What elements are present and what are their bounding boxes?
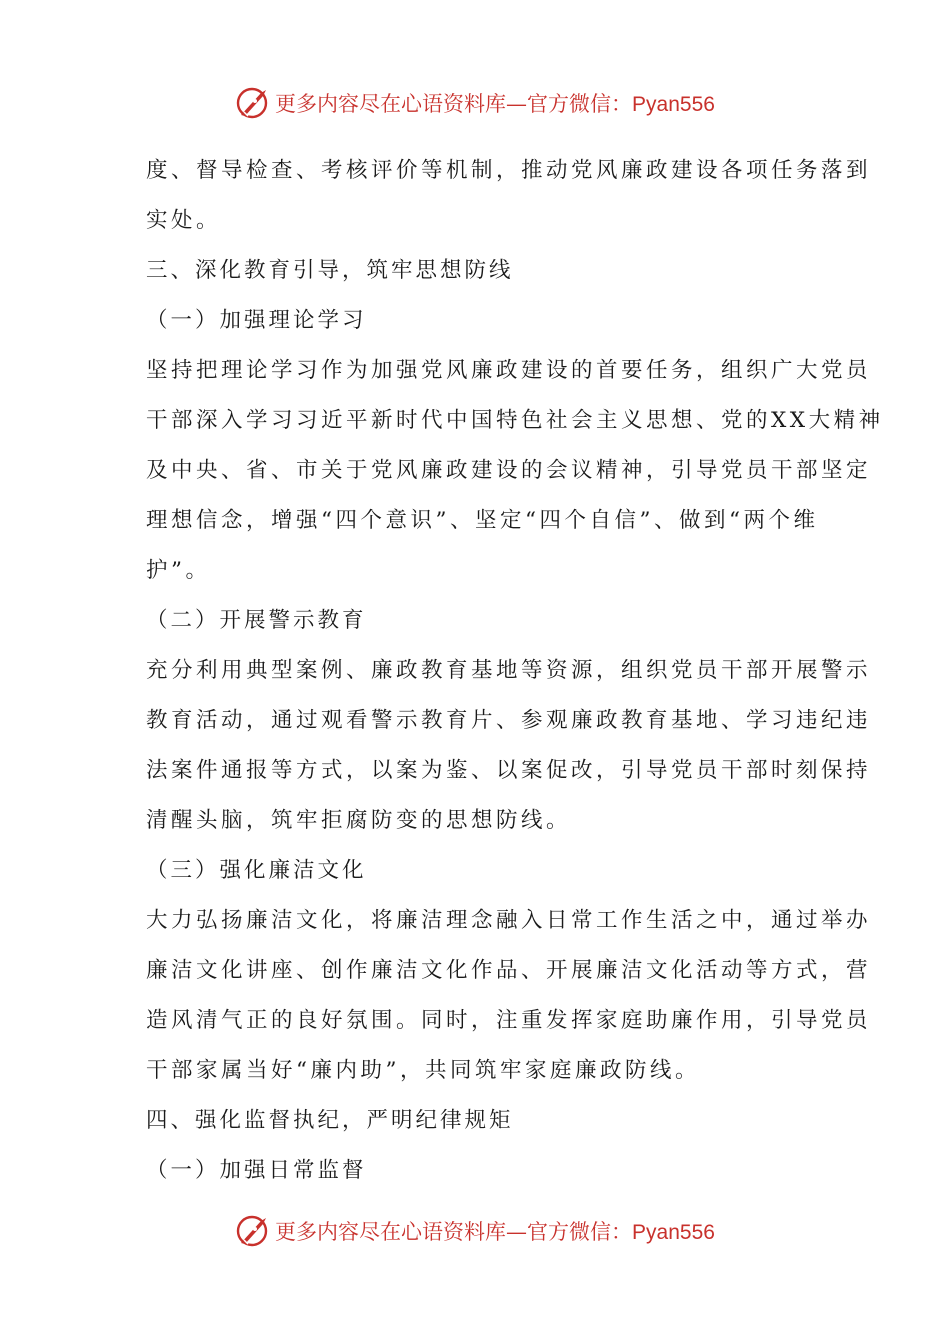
paragraph-line: 护”。 <box>146 558 211 583</box>
watermark-text: 更多内容尽在心语资料库—官方微信：Pyan556 <box>275 1220 715 1244</box>
paragraph-line: 清醒头脑，筑牢拒腐防变的思想防线。 <box>146 808 572 833</box>
paragraph-line: 廉洁文化讲座、创作廉洁文化作品、开展廉洁文化活动等方式，营 <box>146 958 872 983</box>
wechat-id: Pyan556 <box>632 93 715 116</box>
paragraph-line: 实处。 <box>146 208 222 233</box>
paragraph-line: 坚持把理论学习作为加强党风廉政建设的首要任务，组织广大党员 <box>146 358 872 383</box>
section-heading: 三、深化教育引导，筑牢思想防线 <box>146 258 514 283</box>
paragraph-line: 理想信念，增强“四个意识”、坚定“四个自信”、做到“两个维 <box>146 508 819 533</box>
paragraph-line: 干部家属当好“廉内助”，共同筑牢家庭廉政防线。 <box>146 1058 700 1083</box>
subsection-heading: （一）加强日常监督 <box>146 1158 367 1183</box>
paragraph-line: 及中央、省、市关于党风廉政建设的会议精神，引导党员干部坚定 <box>146 458 872 483</box>
section-heading: 四、强化监督执纪，严明纪律规矩 <box>146 1108 514 1133</box>
paragraph-line: 大力弘扬廉洁文化，将廉洁理念融入日常工作生活之中，通过举办 <box>146 908 872 933</box>
pen-logo-icon <box>235 1213 271 1249</box>
subsection-heading: （三）强化廉洁文化 <box>146 858 367 883</box>
paragraph-line: 教育活动，通过观看警示教育片、参观廉政教育基地、学习违纪违 <box>146 708 872 733</box>
subsection-heading: （二）开展警示教育 <box>146 608 367 633</box>
watermark-text: 更多内容尽在心语资料库—官方微信：Pyan556 <box>275 92 715 116</box>
subsection-heading: （一）加强理论学习 <box>146 308 367 333</box>
wechat-id: Pyan556 <box>632 1221 715 1244</box>
paragraph-line: 度、督导检查、考核评价等机制，推动党风廉政建设各项任务落到 <box>146 158 872 183</box>
pen-logo-icon <box>235 85 271 121</box>
paragraph-line: 干部深入学习习近平新时代中国特色社会主义思想、党的XX大精神 <box>146 408 884 433</box>
paragraph-line: 充分利用典型案例、廉政教育基地等资源，组织党员干部开展警示 <box>146 658 872 683</box>
watermark-banner-bottom <box>0 1211 950 1251</box>
paragraph-line: 法案件通报等方式，以案为鉴、以案促改，引导党员干部时刻保持 <box>146 758 872 783</box>
watermark-banner-top <box>0 83 950 123</box>
document-body <box>146 146 884 1196</box>
paragraph-line: 造风清气正的良好氛围。同时，注重发挥家庭助廉作用，引导党员 <box>146 1008 872 1033</box>
